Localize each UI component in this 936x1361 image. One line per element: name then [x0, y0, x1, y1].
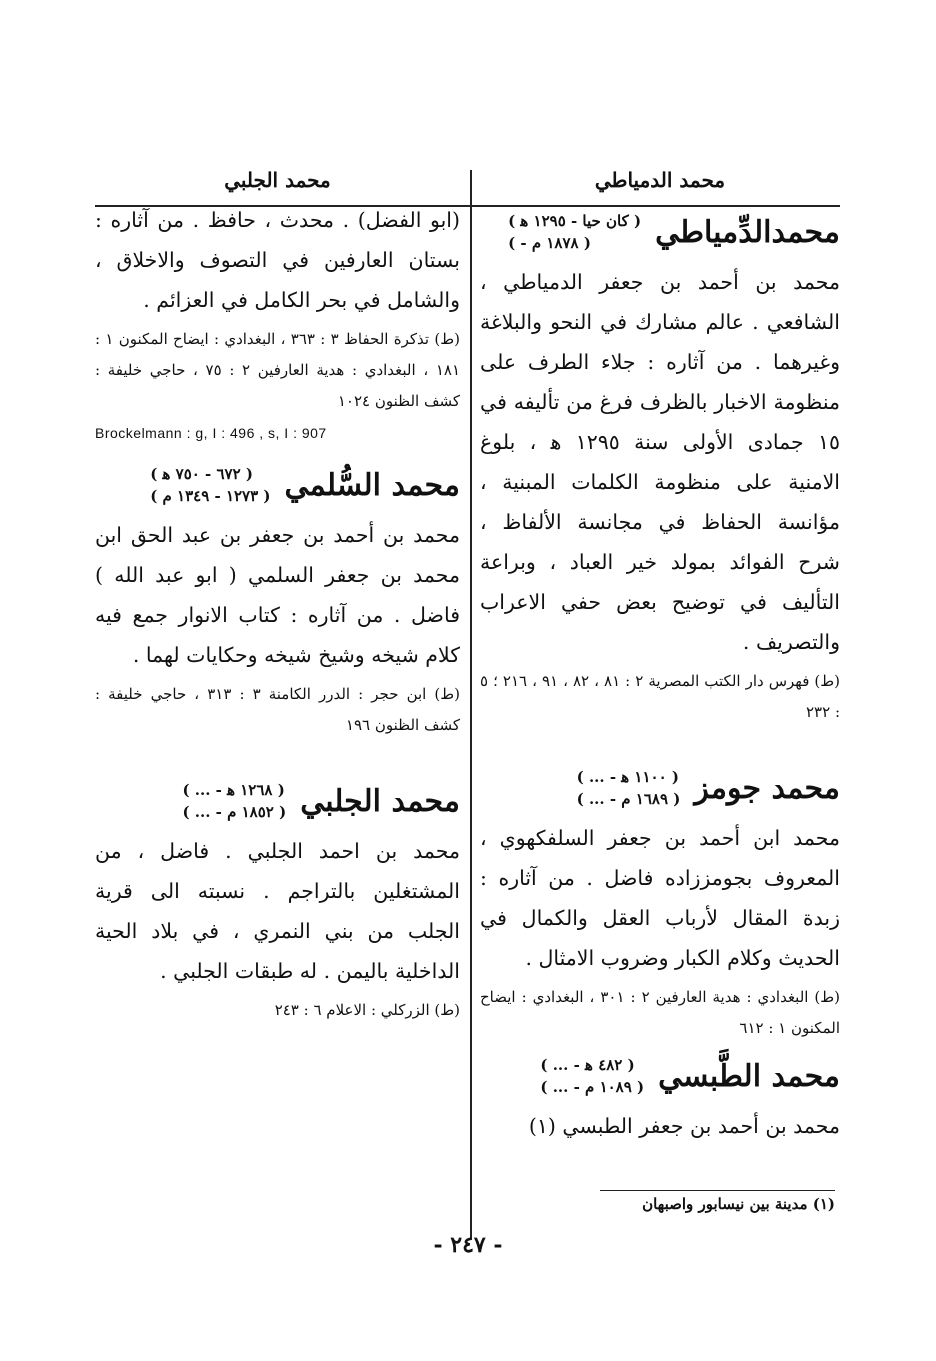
entry-dates — [577, 766, 681, 810]
running-head: محمد الجلبي — [224, 168, 331, 192]
entry-body: محمد ابن أحمد بن جعفر السلفكهوي ، المعروف بجومززاده فاضل . من آثاره : زبدة المقال لأرباب العقل والكمال في الحديث وكلام الكبار وضروب الامثال . — [480, 826, 840, 970]
date-hijri: ( ... - ١١٠٠ ﻫ ) — [576, 768, 679, 786]
entry-body: محمد بن احمد الجلبي . فاضل ، من المشتغلين بالتراجم . نسبته الى قرية الجلب من بني النمري ، في بلاد الحية الداخلية باليمن . له طبقات الجلبي . — [95, 839, 460, 983]
entry-sources: (ط) الزركلي : الاعلام ٦ : ٢٤٣ — [274, 1001, 460, 1019]
entry-dimyati — [480, 210, 840, 728]
entry-jawmaz — [480, 766, 840, 1044]
entry-name: محمد السُّلمي — [284, 467, 460, 503]
left-column — [95, 160, 460, 1032]
entry-dates — [508, 210, 641, 254]
entry-name: محمد الجلبي — [300, 783, 460, 819]
entry-sulami — [95, 463, 460, 741]
latin-reference: Brockelmann : g, I : 496 , s, I : 907 — [95, 425, 327, 441]
entry-sources: (ط) ابن حجر : الدرر الكامنة ٣ : ٣١٣ ، حاجي خليفة : كشف الظنون ١٩٦ — [95, 685, 460, 734]
date-hijri: ( كان حيا - ١٢٩٥ ﻫ ) — [508, 212, 642, 230]
entry-header — [95, 779, 460, 823]
page-number: - ٢٤٧ - — [433, 1232, 503, 1258]
date-gregorian: ( ... - ١٦٨٩ م ) — [576, 790, 681, 808]
date-gregorian: ( ١٢٧٣ - ١٣٤٩ م ) — [150, 487, 271, 505]
entry-continuation — [95, 200, 460, 441]
entry-header — [480, 1054, 840, 1098]
right-column — [480, 160, 840, 1146]
entry-name: محمد الطَّبسي — [658, 1058, 840, 1094]
date-hijri: ( ... - ٤٨٢ ﻫ ) — [540, 1056, 635, 1074]
date-gregorian: ( ... - ١٠٨٩ م ) — [540, 1078, 645, 1096]
entry-header — [95, 463, 460, 507]
entry-sources: (ط) البغدادي : هدية العارفين ٢ : ٣٠١ ، البغدادي : ايضاح المكنون ١ : ٦١٢ — [480, 988, 840, 1037]
running-head: محمد الدمياطي — [594, 168, 726, 192]
entry-header — [480, 766, 840, 810]
entry-dates — [150, 463, 270, 507]
entry-body: محمد بن أحمد بن جعفر الطبسي (١) — [528, 1114, 840, 1138]
date-gregorian: ( ... - ١٨٥٢ م ) — [182, 803, 287, 821]
entry-name: محمدالدِّمياطي — [655, 214, 840, 250]
entry-dates — [182, 779, 286, 823]
date-hijri: ( ... - ١٢٦٨ ﻫ ) — [182, 781, 285, 799]
entry-sources: (ط) تذكرة الحفاظ ٣ : ٣٦٣ ، البغدادي : ايضاح المكنون ١ : ١٨١ ، البغدادي : هدية العارفين ٢ : ٧٥ ، حاجي خليفة : كشف الظنون ١٠٢٤ — [95, 330, 460, 410]
date-hijri: ( ٦٧٢ - ٧٥٠ ﻫ ) — [150, 465, 253, 483]
entry-body: (ابو الفضل) . محدث ، حافظ . من آثاره : بستان العارفين في التصوف والاخلاق ، والشامل في بحر الكامل في العزائم . — [95, 208, 460, 312]
entry-sources: (ط) فهرس دار الكتب المصرية ٢ : ٨١ ، ٨٢ ، ٩١ ، ٢١٦ ؛ ٥ : ٢٣٢ — [480, 672, 840, 721]
entry-name: محمد جومز — [694, 770, 840, 806]
entry-header — [480, 210, 840, 254]
entry-body: محمد بن أحمد بن جعفر الدمياطي ، الشافعي . عالم مشارك في النحو والبلاغة وغيرهما . من آثاره : جلاء الطرف على منظومة الاخبار بالظرف فرغ من تأليفه في ١٥ جمادى الأولى سنة ١٢٩٥ ﻫ ، بلوغ الامنية على منظومة الكلمات المبنية ، مؤانسة الحفاظ في مجانسة الألفاظ ، شرح الفوائد بمولد خير العباد ، وبراعة التأليف في توضيح بعض حفي الاعراب والتصريف . — [480, 270, 841, 654]
footnote: (١) مدينة بين نيسابور واصبهان — [642, 1195, 835, 1213]
entry-dates — [540, 1054, 644, 1098]
entry-tabasi — [480, 1054, 840, 1146]
entry-body: محمد بن أحمد بن جعفر بن عبد الحق ابن محمد بن جعفر السلمي ( ابو عبد الله ) فاضل . من آثاره : كتاب الانوار جمع فيه كلام شيخه وشيخ شيخه وحكايات لهما . — [95, 523, 460, 667]
column-divider — [470, 170, 472, 1240]
date-gregorian: ( - ١٨٧٨ م ) — [508, 234, 591, 252]
entry-julabi — [95, 779, 460, 1026]
footnote-rule — [600, 1190, 835, 1191]
